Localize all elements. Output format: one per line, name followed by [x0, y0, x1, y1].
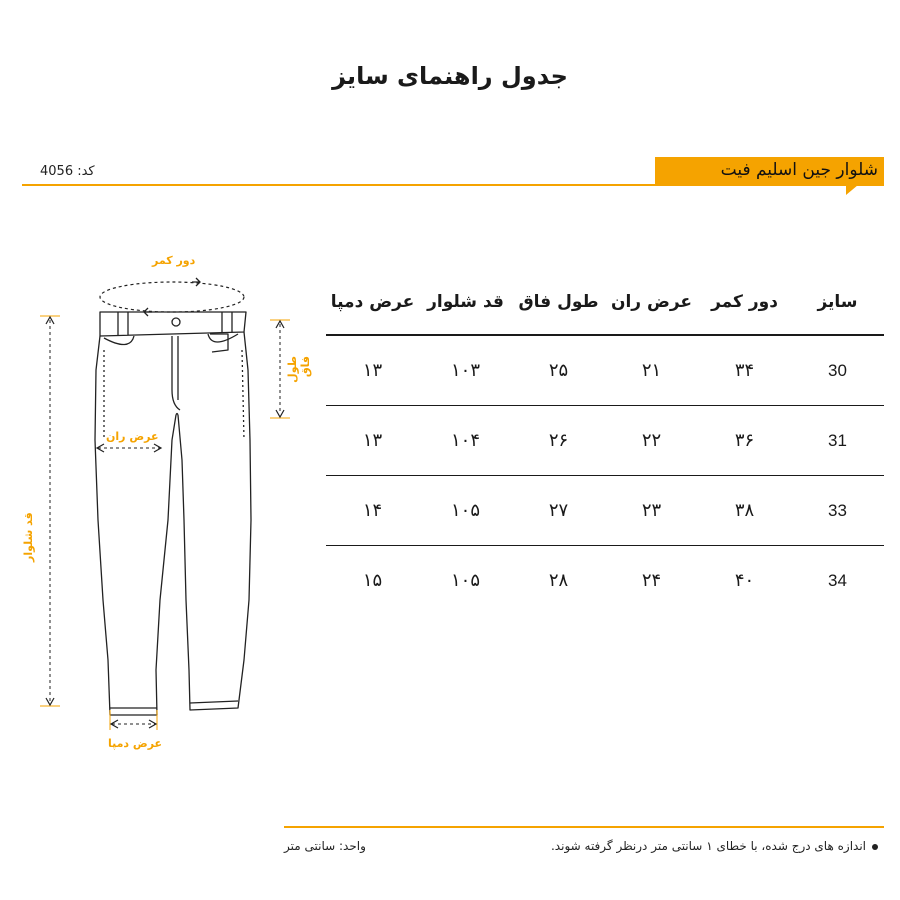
cell-hem: ۱۴: [326, 476, 419, 546]
footer-divider: [284, 826, 884, 828]
cell-hem: ۱۵: [362, 570, 383, 591]
cell-size: 33: [791, 476, 884, 546]
cell-length: ۱۰۵: [450, 570, 480, 591]
cell-rise: ۲۵: [512, 335, 605, 406]
jeans-diagram-icon: [0, 240, 330, 760]
waist-label: دور کمر: [152, 254, 196, 267]
cell-size: 34: [828, 570, 847, 590]
cell-rise: ۲۷: [512, 476, 605, 546]
unit-label: واحد: سانتی متر: [284, 839, 366, 853]
cell-size: 30: [791, 335, 884, 406]
table-row: [326, 335, 884, 406]
cell-length: ۱۰۳: [419, 335, 512, 406]
cell-length: ۱۰۵: [419, 476, 512, 546]
page-title: جدول راهنمای سایز: [332, 62, 568, 90]
table-row: [326, 406, 884, 476]
hem-label: عرض دمپا: [108, 737, 163, 750]
header-size: سایز: [791, 270, 884, 335]
cell-rise: ۲۶: [512, 406, 605, 476]
size-table: [326, 270, 884, 615]
table-row: [326, 546, 884, 616]
cell-size: 31: [791, 406, 884, 476]
cell-thigh: ۲۴: [641, 570, 662, 591]
product-code: کد: 4056: [40, 164, 95, 179]
cell-thigh: ۲۱: [605, 335, 698, 406]
cell-waist: ۳۸: [698, 476, 791, 546]
note-text: اندازه های درج شده، با خطای ۱ سانتی متر درنظر گرفته شوند.: [550, 839, 866, 853]
cell-hem: ۱۳: [326, 335, 419, 406]
table-header-row: [326, 270, 884, 335]
product-name-tab: [655, 157, 884, 185]
cell-waist: ۳۶: [698, 406, 791, 476]
bullet-icon: [872, 844, 878, 850]
product-name: شلوار جین اسلیم فیت: [720, 160, 878, 180]
cell-rise: ۲۸: [548, 570, 569, 591]
cell-length: ۱۰۴: [419, 406, 512, 476]
cell-hem: ۱۳: [326, 406, 419, 476]
header-waist: دور کمر: [698, 270, 791, 335]
table-row: [326, 476, 884, 546]
cell-thigh: ۲۳: [605, 476, 698, 546]
footer-note: [551, 839, 878, 853]
thigh-label: عرض ران: [106, 430, 159, 443]
cell-waist: ۳۴: [698, 335, 791, 406]
header-hem: عرض دمپا: [326, 270, 419, 335]
header-thigh: عرض ران: [605, 270, 698, 335]
jeans-illustration: [0, 240, 330, 760]
length-label: قد شلوار: [22, 512, 35, 562]
header-length: قد شلوار: [419, 270, 512, 335]
cell-thigh: ۲۲: [605, 406, 698, 476]
tab-notch: [846, 185, 858, 195]
cell-waist: ۴۰: [734, 570, 755, 591]
rise-label: طول فاق: [286, 356, 312, 383]
header-rise: طول فاق: [512, 270, 605, 335]
